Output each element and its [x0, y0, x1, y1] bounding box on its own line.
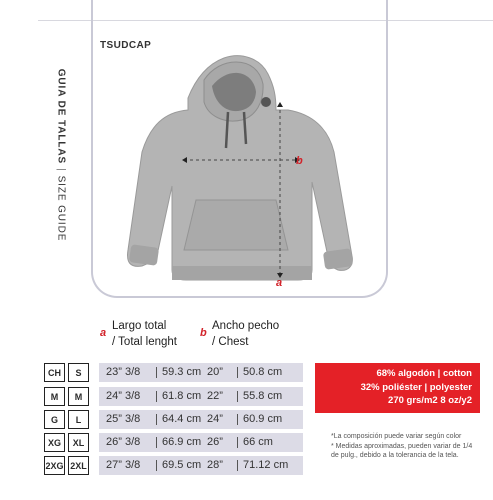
- legend-a-line1: Largo total: [112, 320, 167, 332]
- size-mx-label: CH: [44, 363, 65, 382]
- table-row: [44, 410, 303, 429]
- side-title-separator: |: [55, 168, 67, 172]
- size-us-label: S: [68, 363, 89, 382]
- chest-inches: 24”: [207, 413, 223, 425]
- cell-divider: [237, 391, 238, 402]
- side-title-en: SIZE GUIDE: [55, 175, 67, 242]
- legend-a-marker: a: [100, 327, 107, 339]
- chest-cm: 66 cm: [243, 436, 273, 448]
- table-row: [44, 456, 303, 475]
- size-us-label: XL: [68, 433, 89, 452]
- side-title-es: GUIA DE TALLAS: [55, 68, 67, 165]
- brand-label: TSUDCAP: [100, 40, 152, 51]
- legend-a-line2: / Total lenght: [112, 336, 178, 348]
- chest-inches: 26”: [207, 436, 223, 448]
- material-weight: 270 grs/m2 8 oz/y2: [388, 395, 472, 406]
- size-us-label: L: [68, 410, 89, 429]
- length-cm: 59.3 cm: [162, 366, 202, 378]
- hoodie-body: [128, 56, 354, 280]
- marker-b: b: [296, 155, 303, 167]
- chest-cm: 55.8 cm: [243, 390, 283, 402]
- cell-divider: [156, 367, 157, 378]
- chest-cm: 60.9 cm: [243, 413, 283, 425]
- material-cotton: 68% algodón | cotton: [376, 368, 472, 379]
- footnote-color: *La composición puede variar según color: [331, 433, 462, 440]
- chest-cm: 71.12 cm: [243, 459, 289, 471]
- length-inches: 25” 3/8: [106, 413, 141, 425]
- cell-divider: [237, 437, 238, 448]
- legend-b-line2: / Chest: [212, 336, 249, 348]
- size-mx-label: XG: [44, 433, 65, 452]
- size-mx-label: M: [44, 387, 65, 406]
- cell-divider: [156, 460, 157, 471]
- length-inches: 26” 3/8: [106, 436, 141, 448]
- table-row: [44, 433, 303, 452]
- footnote: [331, 432, 481, 461]
- length-inches: 27” 3/8: [106, 459, 141, 471]
- marker-a: a: [276, 277, 283, 289]
- legend-b-line1: Ancho pecho: [212, 320, 280, 332]
- size-mx-label: 2XG: [44, 456, 65, 475]
- material-polyester: 32% poliéster | polyester: [360, 381, 472, 393]
- size-us-label: M: [68, 387, 89, 406]
- chest-cm: 50.8 cm: [243, 366, 283, 378]
- chest-inches: 20”: [207, 366, 223, 378]
- table-row: [44, 363, 303, 382]
- cell-divider: [156, 391, 157, 402]
- chest-inches: 28”: [207, 459, 223, 471]
- length-inches: 24” 3/8: [106, 390, 141, 402]
- chest-inches: 22”: [207, 390, 223, 402]
- table-row: [44, 387, 303, 406]
- cell-divider: [156, 437, 157, 448]
- material-badge: [315, 363, 480, 413]
- length-cm: 66.9 cm: [162, 436, 202, 448]
- side-title: [56, 69, 67, 242]
- cell-divider: [237, 367, 238, 378]
- footnote-tolerance: * Medidas aproximadas, pueden variar de 1/4 de pulg., debido a la tolerancia de la tela.: [331, 442, 473, 459]
- cell-divider: [237, 460, 238, 471]
- length-cm: 69.5 cm: [162, 459, 202, 471]
- legend-b-marker: b: [200, 327, 207, 339]
- hoodie-image: [100, 40, 370, 290]
- cell-divider: [156, 414, 157, 425]
- length-inches: 23” 3/8: [106, 366, 141, 378]
- legend-b-text: [212, 318, 279, 350]
- size-us-label: 2XL: [68, 456, 89, 475]
- cell-divider: [237, 414, 238, 425]
- legend-a-text: [112, 318, 177, 350]
- length-cm: 61.8 cm: [162, 390, 202, 402]
- length-cm: 64.4 cm: [162, 413, 202, 425]
- size-mx-label: G: [44, 410, 65, 429]
